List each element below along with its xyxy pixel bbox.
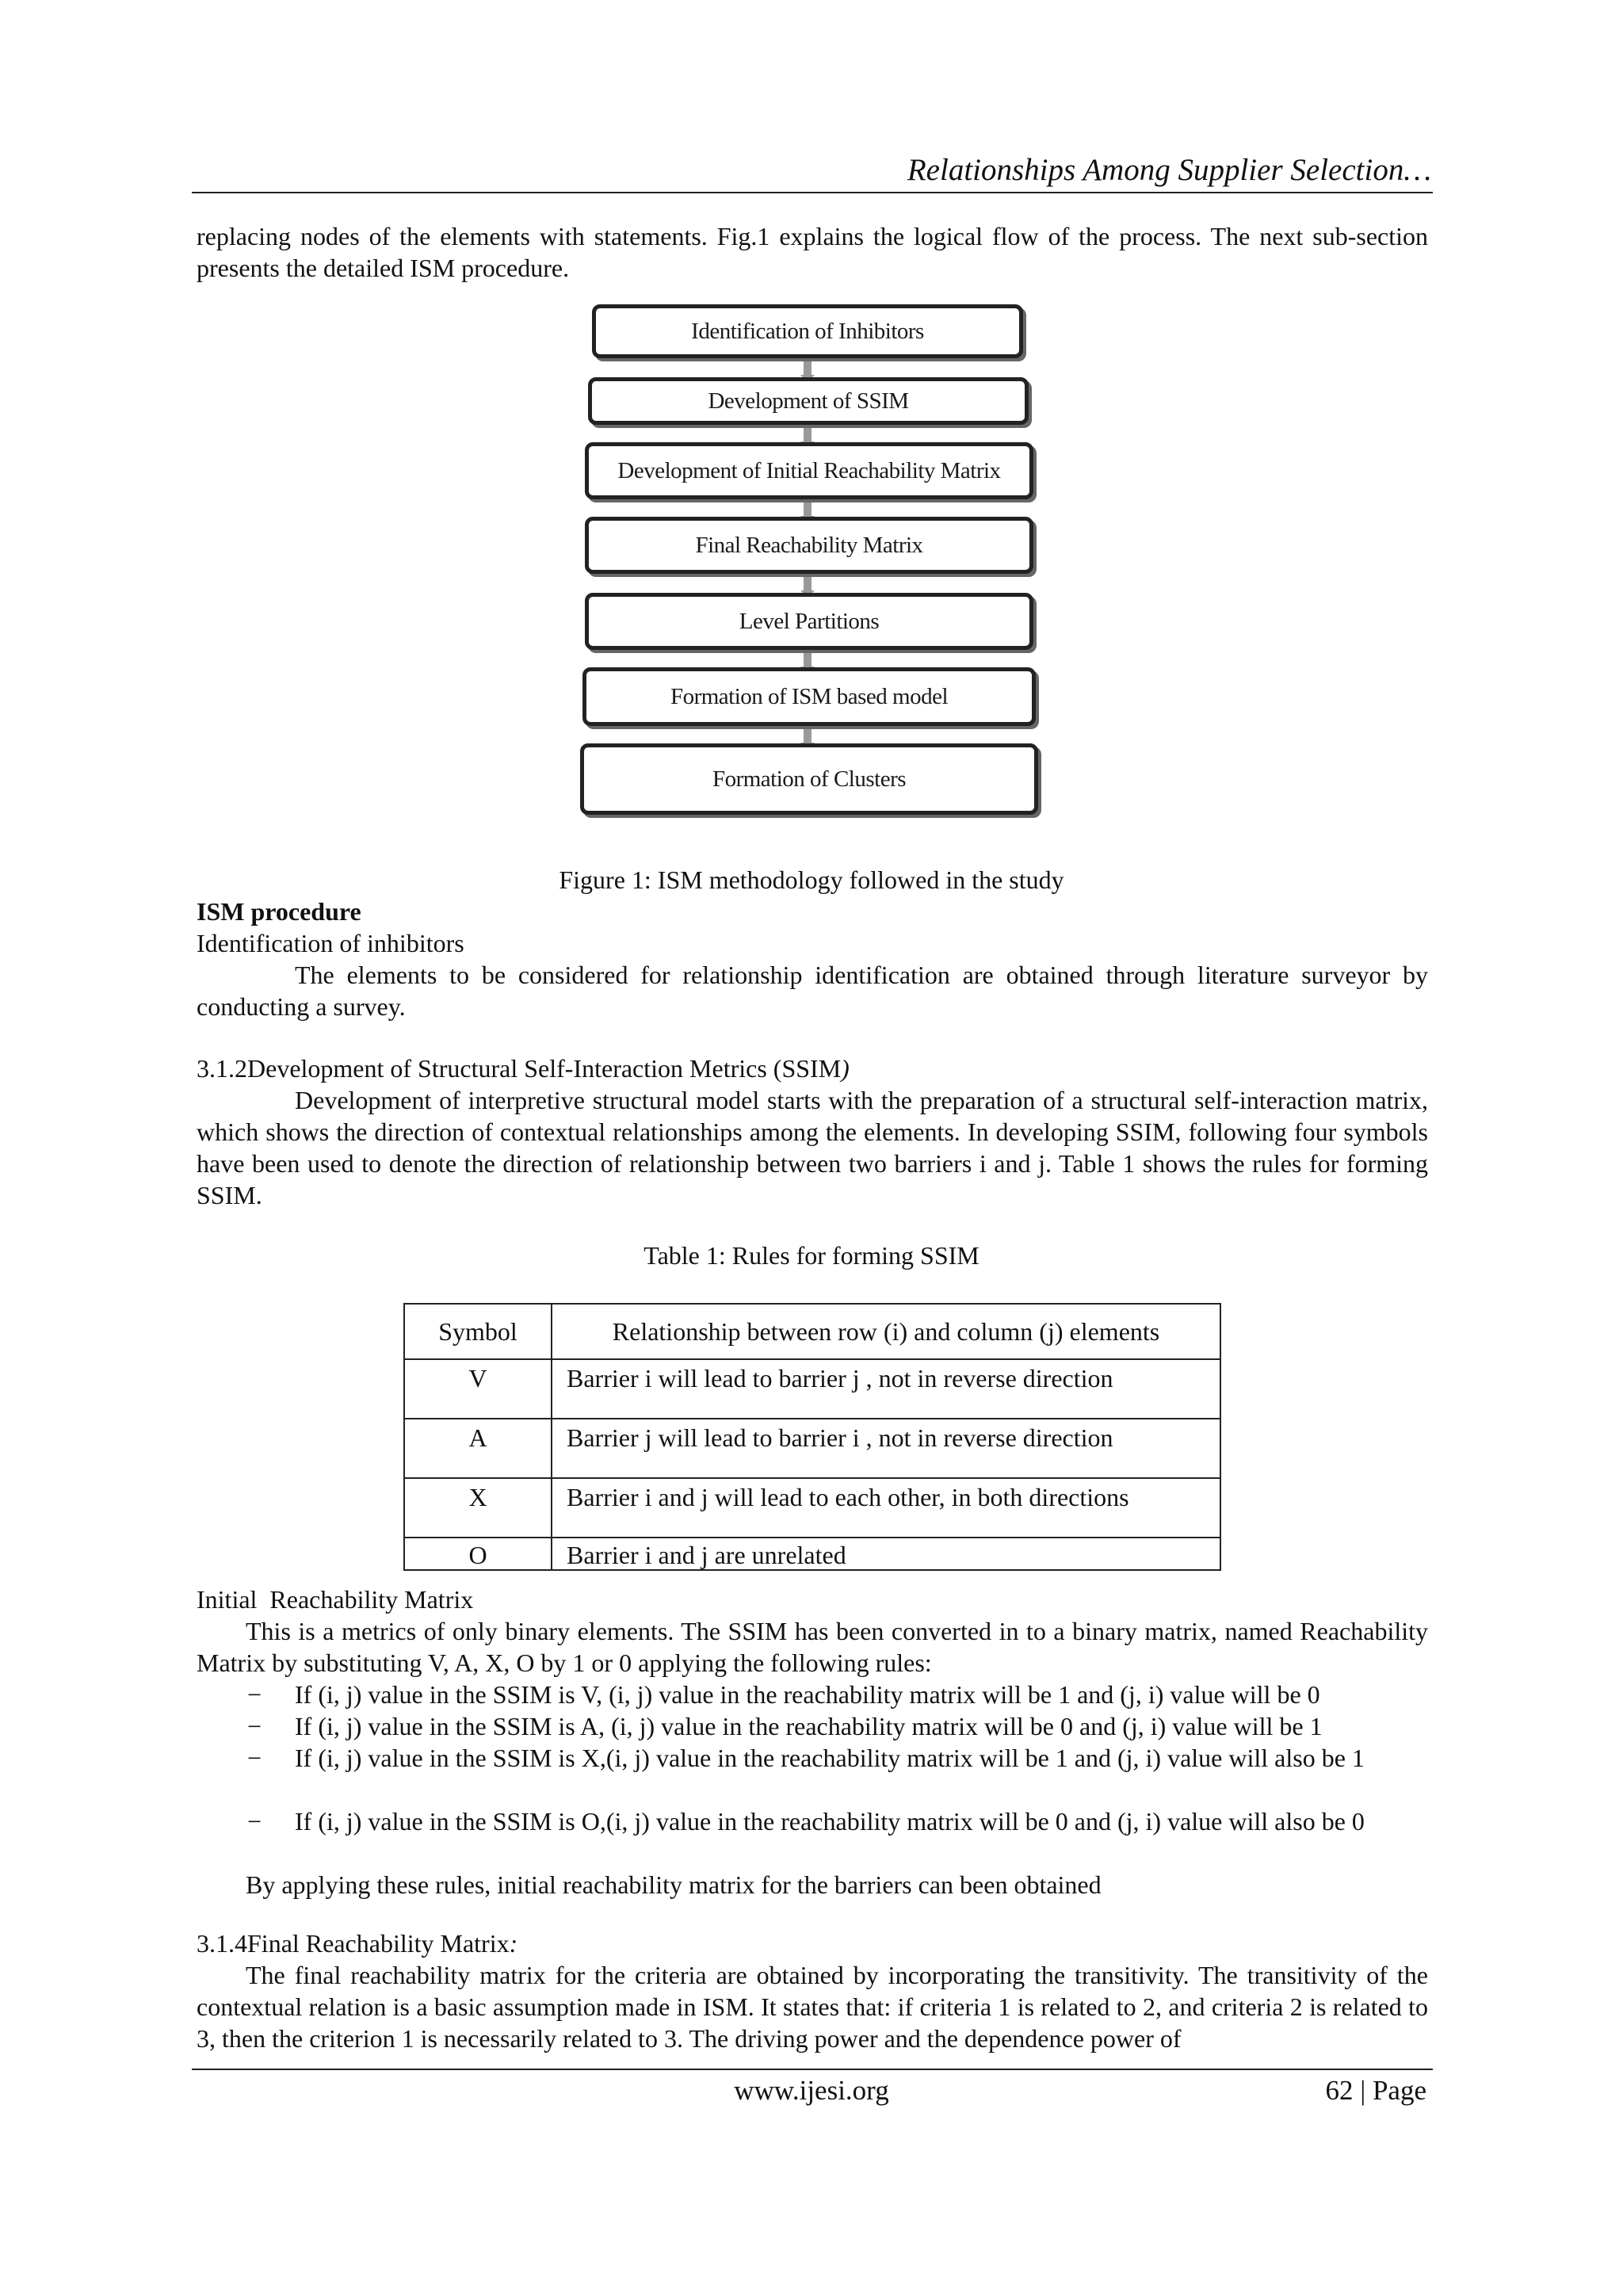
bullet-dash: − — [247, 1807, 262, 1836]
table-cell-symbol: X — [404, 1478, 552, 1538]
flow-step-identification: Identification of Inhibitors — [592, 304, 1023, 358]
final-reachability-heading-suffix: : — [509, 1929, 518, 1958]
final-reachability-heading-text: 3.1.4Final Reachability Matrix — [197, 1929, 510, 1958]
footer-page-number: 62 | Page — [1325, 2075, 1426, 2106]
rule-text: If (i, j) value in the SSIM is X,(i, j) value in the reachability matrix will be 1 and (j, i) value will also be 1 — [295, 1744, 1365, 1772]
bullet-dash: − — [247, 1680, 262, 1709]
ssim-heading-text: 3.1.2Development of Structural Self-Interaction Metrics (SSIM — [197, 1054, 842, 1083]
subheading-identification: Identification of inhibitors — [197, 929, 464, 957]
flow-arrow-3 — [804, 502, 812, 517]
ssim-heading-suffix: ) — [841, 1054, 850, 1083]
flow-step-ssim: Development of SSIM — [588, 377, 1029, 425]
flow-step-initial-reachability: Development of Initial Reachability Matrix — [585, 442, 1033, 499]
section-heading-ism-procedure: ISM procedure — [197, 897, 361, 926]
table-cell-relationship: Barrier i and j are unrelated — [552, 1538, 1220, 1570]
initial-reachability-closing: By applying these rules, initial reachability matrix for the barriers can been obtained — [246, 1870, 1102, 1899]
flow-arrow-1 — [804, 361, 812, 376]
rule-text: If (i, j) value in the SSIM is A, (i, j) value in the reachability matrix will be 0 and (j, i) value will be 1 — [295, 1712, 1323, 1740]
table-cell-symbol: A — [404, 1419, 552, 1478]
footer-website: www.ijesi.org — [734, 2075, 889, 2106]
ssim-paragraph: Development of interpretive structural model starts with the preparation of a structural self-interaction matrix, which shows the direction of contextual relationships among the elements. In developing SSIM, following four symbols have been used to denote the direction of relationship between two barriers i and j. Table 1 shows the rules for forming SSIM. — [197, 1086, 1428, 1209]
bullet-dash: − — [247, 1744, 262, 1772]
table-cell-symbol: O — [404, 1538, 552, 1570]
final-reachability-paragraph: The final reachability matrix for the criteria are obtained by incorporating the transitivity. The transitivity of the contextual relation is a basic assumption made in ISM. It states that: if criteria 1 is related to 2, and criteria 2 is related to 3, then the criterion 1 is necessarily related to 3. The driving power and the dependence power of — [197, 1961, 1428, 2053]
flow-arrow-2 — [804, 428, 812, 442]
initial-reachability-paragraph: This is a metrics of only binary elements. The SSIM has been converted in to a binary matrix, named Reachability Matrix by substituting V, A, X, O by 1 or 0 applying the following rules: — [197, 1617, 1428, 1677]
table-row — [404, 1478, 1220, 1538]
bullet-dash: − — [247, 1712, 262, 1740]
table-header-row — [404, 1304, 1220, 1359]
rule-text: If (i, j) value in the SSIM is O,(i, j) value in the reachability matrix will be 0 and (j, i) value will also be 0 — [295, 1807, 1365, 1836]
table-row — [404, 1538, 1220, 1570]
footer-rule — [192, 2069, 1433, 2070]
ssim-rules-table — [403, 1303, 1221, 1571]
figure-caption: Figure 1: ISM methodology followed in the study — [559, 865, 1064, 894]
initial-reachability-heading: Initial Reachability Matrix — [197, 1585, 474, 1614]
table-cell-relationship: Barrier i will lead to barrier j , not in reverse direction — [552, 1359, 1220, 1419]
flow-step-clusters: Formation of Clusters — [580, 743, 1038, 815]
running-title: Relationships Among Supplier Selection… — [907, 153, 1431, 187]
ssim-heading — [197, 1052, 850, 1084]
flow-step-ism-model: Formation of ISM based model — [582, 667, 1036, 726]
table-cell-symbol: V — [404, 1359, 552, 1419]
flow-step-final-reachability: Final Reachability Matrix — [585, 517, 1033, 574]
rule-text: If (i, j) value in the SSIM is V, (i, j) value in the reachability matrix will be 1 and (j, i) value will be 0 — [295, 1680, 1320, 1709]
final-reachability-heading — [197, 1927, 517, 1959]
table-header-symbol: Symbol — [404, 1304, 552, 1359]
identification-paragraph: The elements to be considered for relationship identification are obtained through literature surveyor by conducting a survey. — [197, 961, 1428, 1021]
table-caption: Table 1: Rules for forming SSIM — [643, 1241, 980, 1270]
header-rule — [192, 192, 1433, 193]
flow-arrow-6 — [804, 729, 812, 743]
flow-step-level-partitions: Level Partitions — [585, 593, 1033, 650]
flow-arrow-4 — [804, 577, 812, 591]
table-cell-relationship: Barrier i and j will lead to each other, in both directions — [552, 1478, 1220, 1538]
table-header-relationship: Relationship between row (i) and column (j) elements — [552, 1304, 1220, 1359]
flow-arrow-5 — [804, 653, 812, 667]
table-row — [404, 1419, 1220, 1478]
intro-paragraph: replacing nodes of the elements with statements. Fig.1 explains the logical flow of the process. The next sub-section presents the detailed ISM procedure. — [197, 222, 1428, 282]
table-row — [404, 1359, 1220, 1419]
table-cell-relationship: Barrier j will lead to barrier i , not in reverse direction — [552, 1419, 1220, 1478]
